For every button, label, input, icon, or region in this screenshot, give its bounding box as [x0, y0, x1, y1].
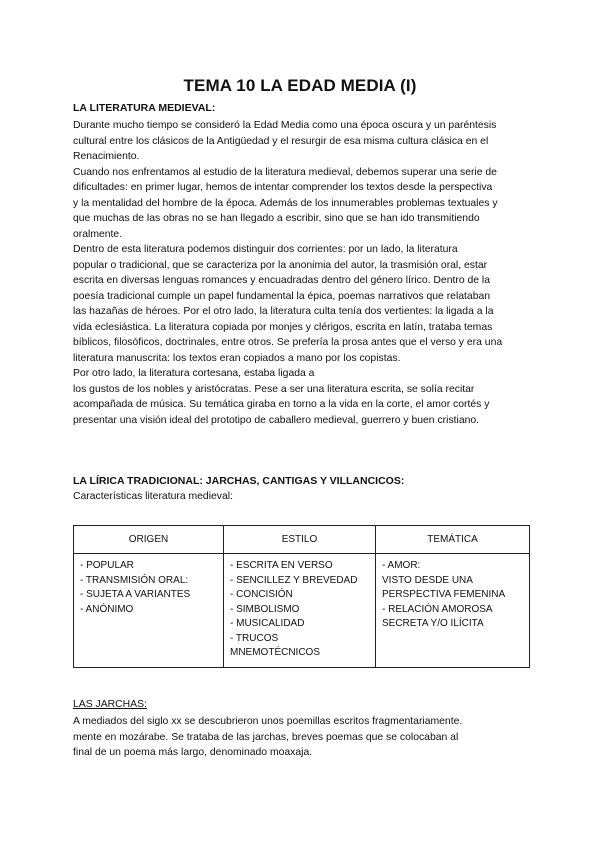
- list-item: - CONCISIÓN: [230, 589, 293, 600]
- list-item: - AMOR:: [382, 560, 421, 571]
- cell-origen: [74, 554, 224, 668]
- list-item: - SENCILLEZ Y BREVEDAD: [230, 574, 358, 586]
- list-item: VISTO DESDE UNA: [382, 574, 473, 586]
- list-item: SECRETA Y/O ILÍCITA: [382, 618, 484, 629]
- cell-estilo: [224, 554, 376, 668]
- paragraph-line: Renacimiento.: [73, 151, 140, 162]
- paragraph-line: escrita en diversas lenguas romances y encuadradas dentro del género lírico. Dentro de la: [73, 275, 491, 286]
- paragraph-line: y la mentalidad del hombre de la época. Además de los innumerables problemas textuales y: [73, 197, 498, 209]
- paragraph-line: popular o tradicional, que se caracteriza por la anonimia del autor, la trasmisión oral, estar: [73, 259, 488, 271]
- paragraph-line: que muchas de las obras no se han llegado a escribir, sino que se han ido transmitiendo: [73, 213, 480, 224]
- paragraph-line: Por otro lado, la literatura cortesana, estaba ligada a: [73, 368, 315, 379]
- paragraph-line: cultural entre los clásicos de la Antigüedad y el resurgir de esa misma cultura clásica en el: [73, 135, 489, 147]
- list-item: - SIMBOLISMO: [230, 603, 300, 615]
- paragraph-line: Durante mucho tiempo se consideró la Edad Media como una época oscura y un paréntesis: [73, 120, 497, 131]
- paragraph-line: dificultades: en primer lugar, hemos de intentar comprender los textos desde la perspectiva: [73, 182, 493, 193]
- paragraph-line: poesía tradicional cumple un papel fundamental la épica, poemas narrativos que relataban: [73, 290, 491, 302]
- characteristics-table: [73, 525, 530, 668]
- list-item: - POPULAR: [80, 560, 134, 571]
- section-body-literatura-medieval: [73, 118, 533, 428]
- cell-tematica: [376, 554, 530, 668]
- paragraph-line: Cuando nos enfrentamos al estudio de la literatura medieval, debemos superar una serie de: [73, 166, 497, 178]
- list-item: - TRUCOS: [230, 632, 279, 644]
- paragraph-line: literatura manuscrita: los textos eran copiados a mano por los copistas.: [73, 352, 401, 364]
- section-body-jarchas: [73, 714, 533, 761]
- table-intro: Características literatura medieval:: [73, 491, 233, 502]
- column-header-estilo: ESTILO: [224, 526, 376, 554]
- list-item: - RELACIÓN AMOROSA: [382, 603, 493, 615]
- page-title: TEMA 10 LA EDAD MEDIA (I): [183, 76, 417, 95]
- paragraph-line: bíblicos, filosóficos, doctrinales, entre otros. Se prefería la prosa antes que el verso y era una: [73, 337, 503, 348]
- section-heading-literatura-medieval: LA LITERATURA MEDIEVAL:: [73, 102, 216, 114]
- paragraph-line: las hazañas de héroes. Por el otro lado, la literatura culta tenía dos vertientes: la ligada a la: [73, 306, 494, 317]
- list-item: - TRANSMISIÓN ORAL:: [80, 574, 189, 586]
- paragraph-line: los gustos de los nobles y aristócratas. Pese a ser una literatura escrita, se solía recitar: [73, 383, 475, 395]
- column-header-origen: ORIGEN: [74, 526, 224, 554]
- paragraph-line: final de un poema más largo, denominado moaxaja.: [73, 747, 313, 758]
- paragraph-line: vida eclesiástica. La literatura copiada por monjes y clérigos, escrita en latín, trataba temas: [73, 321, 493, 333]
- paragraph-line: mente en mozárabe. Se trataba de las jarchas, breves poemas que se colocaban al: [73, 731, 459, 743]
- list-item: - ANÓNIMO: [80, 603, 134, 615]
- section-heading-lirica-tradicional: LA LÍRICA TRADICIONAL: JARCHAS, CANTIGAS Y VILLANCICOS:: [73, 475, 405, 487]
- list-item: - SUJETA A VARIANTES: [80, 589, 191, 600]
- section-heading-jarchas: LAS JARCHAS:: [73, 699, 147, 710]
- list-item: - ESCRITA EN VERSO: [230, 560, 333, 571]
- column-header-tematica: TEMÁTICA: [376, 526, 530, 554]
- paragraph-line: presentar una visión ideal del prototipo de caballero medieval, guerrero y buen cristiano.: [73, 414, 480, 426]
- list-item: MNEMOTÉCNICOS: [230, 647, 320, 658]
- list-item: PERSPECTIVA FEMENINA: [382, 589, 506, 600]
- table-header-row: [74, 526, 530, 554]
- table-row: [74, 554, 530, 668]
- paragraph-line: Dentro de esta literatura podemos distinguir dos corrientes: por un lado, la literatura: [73, 244, 458, 255]
- paragraph-line: oralmente.: [73, 228, 123, 240]
- paragraph-line: A mediados del siglo xx se descubrieron unos poemillas escritos fragmentariamente.: [73, 716, 463, 727]
- list-item: - MUSICALIDAD: [230, 618, 305, 629]
- paragraph-line: acompañada de música. Su temática giraba en torno a la vida en la corte, el amor cortés y: [73, 399, 490, 410]
